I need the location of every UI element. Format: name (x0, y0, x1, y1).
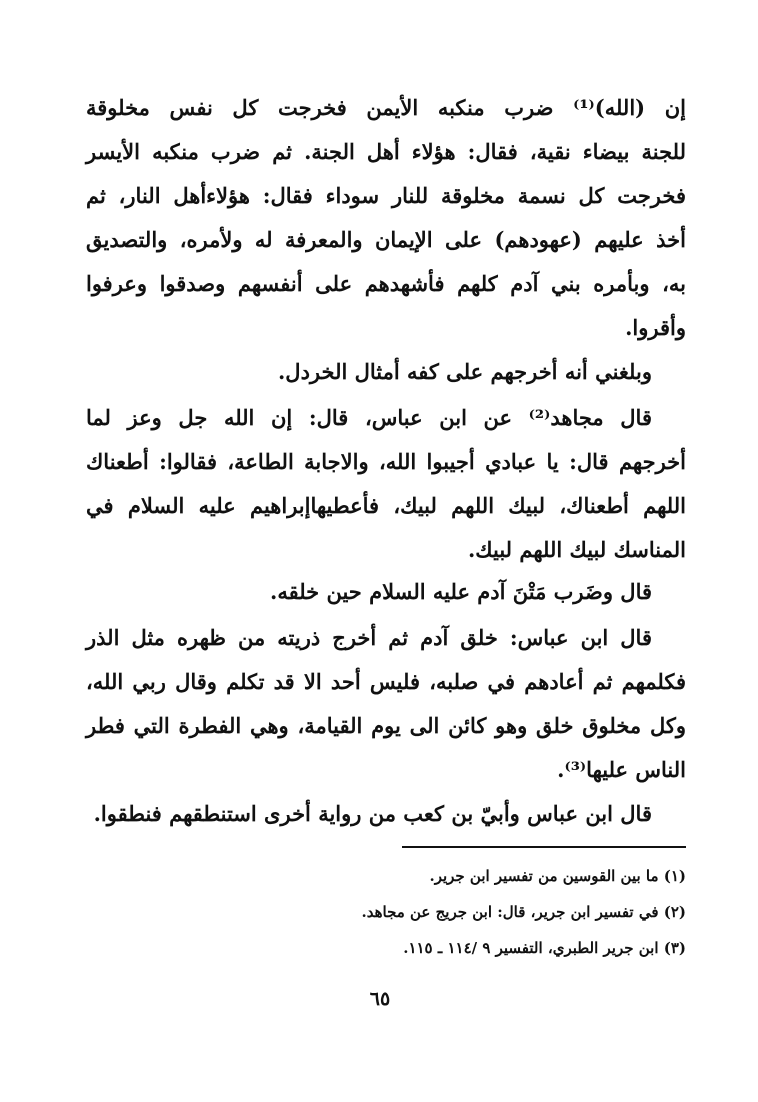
text-line: وبلغني أنه أخرجهم على كفه أمثال الخردل. (278, 359, 652, 384)
footnotes (300, 858, 686, 966)
paragraph-2 (86, 350, 686, 394)
text-line: به، وبأمره بني آدم كلهم فأشهدهم على أنفسهم وصدقوا وعرفوا (86, 271, 686, 296)
text-line: الناس عليها⁽³⁾. (557, 757, 686, 782)
paragraph-3 (86, 396, 686, 572)
text-line: قال وضَرب مَتْنَ آدم عليه السلام حين خلقه. (270, 579, 652, 604)
footnote-2: (٢) في تفسير ابن جرير، قال: ابن جريج عن مجاهد. (361, 903, 686, 921)
text-line: وكل مخلوق خلق وهو كائن الى يوم القيامة، وهي الفطرة التي فطر (86, 713, 686, 738)
text-line: اللهم أطعناك، لبيك اللهم لبيك، فأعطيهاإبراهيم عليه السلام في (86, 493, 686, 518)
text-line: قال مجاهد⁽²⁾ عن ابن عباس، قال: إن الله جل وعز لما (86, 405, 652, 430)
text-line: المناسك لبيك اللهم لبيك. (467, 537, 686, 562)
page-number: ٦٥ (369, 988, 391, 1010)
text-line: قال ابن عباس: خلق آدم ثم أخرج ذريته من ظهره مثل الذر (86, 625, 652, 650)
text-line: للجنة بيضاء نقية، فقال: هؤلاء أهل الجنة. ثم ضرب منكبه الأيسر (86, 139, 686, 164)
paragraph-4 (86, 570, 686, 614)
footnote-separator (402, 846, 686, 848)
text-line: قال ابن عباس وأبيّ بن كعب من رواية أخرى استنطقهم فنطقوا. (93, 801, 652, 826)
footnote-1: (١) ما بين القوسين من تفسير ابن جرير. (429, 867, 686, 885)
text-line: فخرجت كل نسمة مخلوقة للنار سوداء فقال: هؤلاءأهل النار، ثم (86, 183, 686, 208)
text-line: أخرجهم قال: يا عبادي أجيبوا الله، والاجابة الطاعة، فقالوا: أطعناك (86, 449, 686, 474)
text-line: أخذ عليهم (عهودهم) على الإيمان والمعرفة له ولأمره، والتصديق (86, 227, 686, 252)
text-line: وأقروا. (625, 315, 686, 340)
paragraph-1 (86, 86, 686, 350)
footnote-3: (٣) ابن جرير الطبري، التفسير ٩ /١١٤ ـ ١١٥. (403, 939, 686, 957)
text-line: إن (الله)⁽¹⁾ ضرب منكبه الأيمن فخرجت كل نفس مخلوقة (86, 95, 686, 120)
paragraph-5 (86, 616, 686, 792)
text-line: فكلمهم ثم أعادهم في صلبه، فليس أحد الا قد تكلم وقال ربي الله، (86, 669, 686, 694)
paragraph-6 (86, 792, 686, 836)
